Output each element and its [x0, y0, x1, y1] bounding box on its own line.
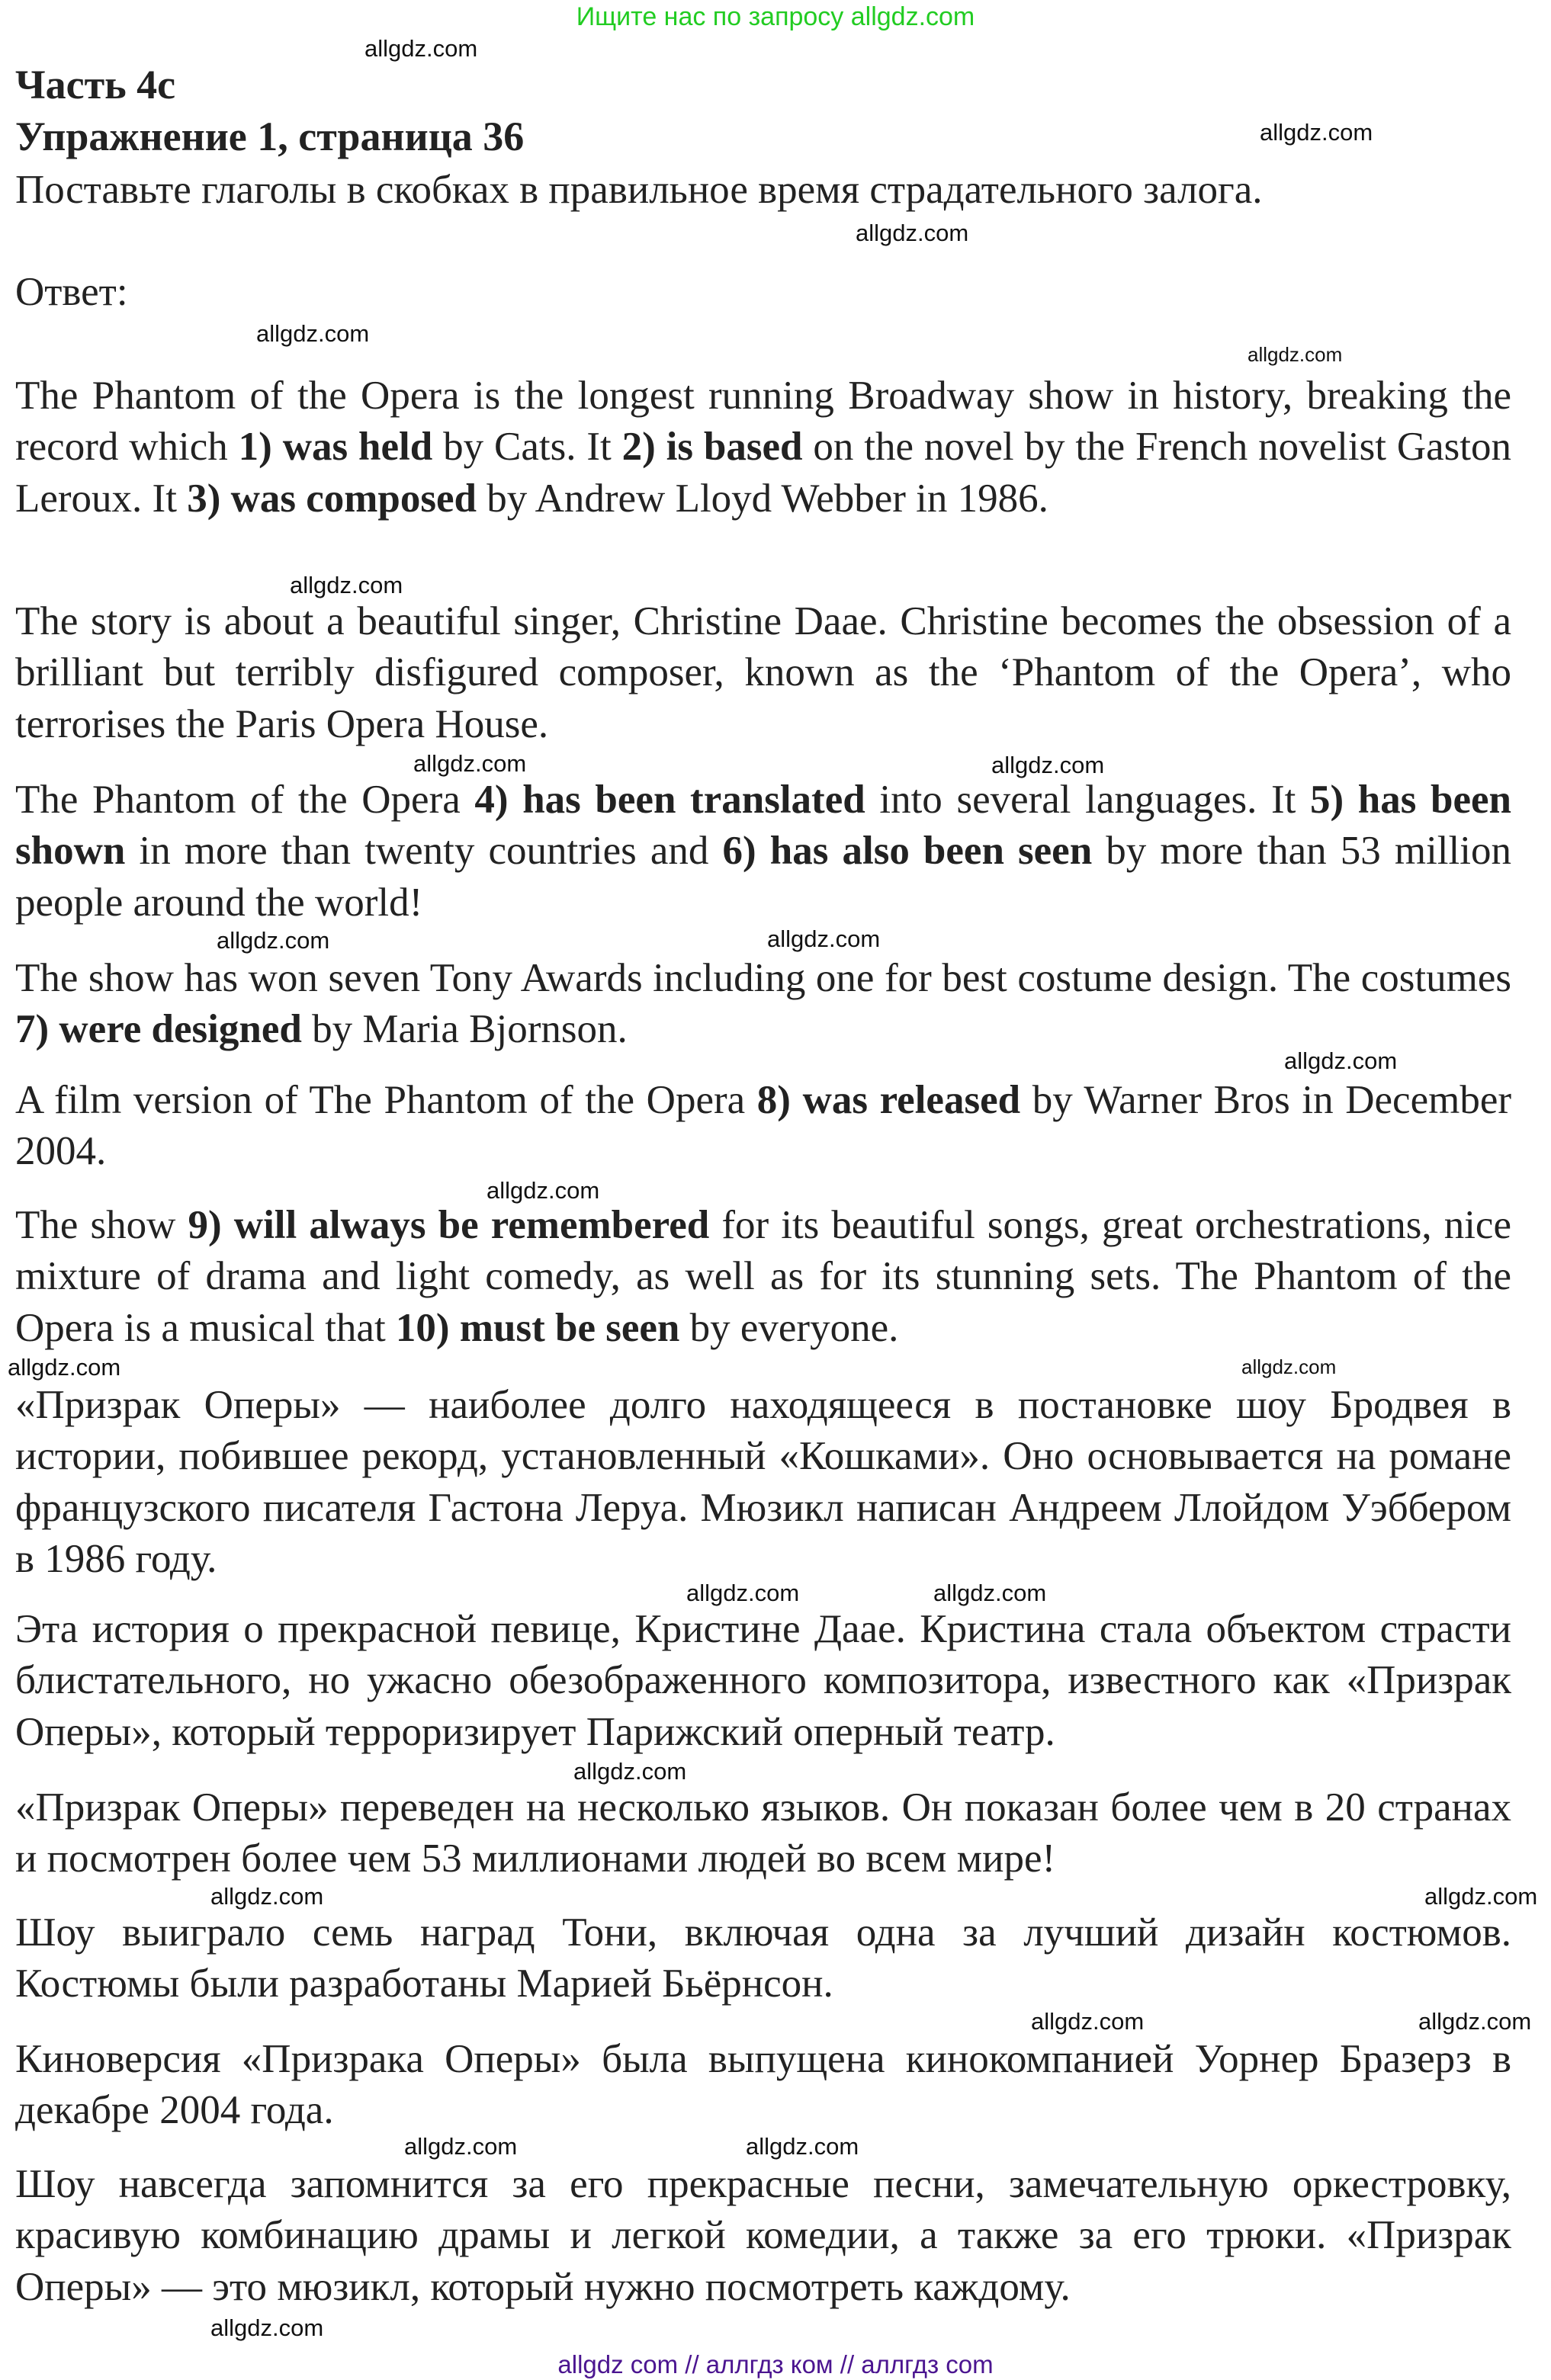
watermark: allgdz.com [856, 220, 969, 246]
english-paragraph [15, 596, 1511, 750]
watermark: allgdz.com [1031, 2008, 1145, 2035]
answer-verb: 10) must be seen [395, 1305, 680, 1350]
text-segment: on the novel by the French novelist Gaston Leroux. It [15, 425, 1511, 521]
answer-verb: 2) is based [621, 425, 803, 470]
watermark: allgdz.com [210, 2314, 324, 2341]
text-segment: by Andrew Lloyd Webber in 1986. [477, 476, 1048, 521]
search-banner-link[interactable]: Ищите нас по запросу allgdz.com [576, 2, 975, 31]
text-segment: The show has won seven Tony Awards including one for best costume design. The costumes [15, 956, 1511, 1000]
russian-paragraph: Шоу выиграло семь наград Тони, включая одна за лучший дизайн костюмов. Костюмы были разработаны Марией Бьёрнсон. [15, 1910, 1511, 2006]
text-segment: by more than 53 million people around the world! [15, 829, 1511, 925]
russian-paragraph: Киноверсия «Призрака Оперы» была выпущена кинокомпанией Уорнер Бразерз в декабре 2004 года. [15, 2037, 1511, 2133]
watermark: allgdz.com [256, 320, 370, 347]
text-segment: by Maria Bjornson. [301, 1007, 628, 1052]
watermark: allgdz.com [413, 750, 527, 777]
text-segment: into several languages. It [865, 778, 1310, 822]
english-paragraph [15, 775, 1511, 929]
english-paragraph [15, 953, 1511, 1056]
answer-label: Ответ: [15, 270, 128, 314]
answer-verb: 8) was released [756, 1078, 1021, 1122]
russian-paragraph: «Призрак Оперы» переведен на несколько языков. Он показан более чем в 20 странах и посмотрен более чем 53 миллионами людей во всем мире! [15, 1785, 1511, 1881]
answer-verb: 4) has been translated [474, 778, 865, 822]
watermark: allgdz.com [746, 2133, 859, 2160]
watermark: allgdz.com [767, 925, 881, 952]
watermark: allgdz.com [1248, 343, 1343, 366]
text-segment: The Phantom of the Opera [15, 778, 475, 822]
task-instruction: Поставьте глаголы в скобках в правильное время страдательного залога. [15, 168, 1263, 212]
text-segment: by everyone. [679, 1305, 899, 1350]
watermark: allgdz.com [364, 35, 478, 62]
watermark: allgdz.com [991, 752, 1105, 778]
watermark: allgdz.com [1241, 1355, 1337, 1378]
russian-paragraph: «Призрак Оперы» — наиболее долго находящееся в постановке шоу Бродвея в истории, побившее рекорд, установленный «Кошками». Оно основывается на романе французского писателя Гастона Леруа. Мюзикл написан Андреем Ллойдом Уэббером в 1986 году. [15, 1383, 1511, 1582]
watermark: allgdz.com [8, 1354, 121, 1381]
english-paragraph [15, 1200, 1511, 1354]
part-heading: Часть 4с [15, 62, 176, 107]
watermark: allgdz.com [290, 572, 403, 598]
footer-links[interactable]: allgdz com // аллгдз ком // аллгдз com [557, 2350, 994, 2378]
watermark: allgdz.com [1284, 1047, 1398, 1074]
russian-paragraph: Эта история о прекрасной певице, Кристине Даае. Кристина стала объектом страсти блистательного, но ужасно обезображенного композитора, известного как «Призрак Оперы», который терроризирует Парижский оперный театр. [15, 1607, 1511, 1754]
english-paragraph [15, 1075, 1511, 1178]
watermark: allgdz.com [210, 1883, 324, 1910]
watermark: allgdz.com [1260, 119, 1373, 146]
text-segment: The Phantom of the Opera is the longest running Broadway show in history, breaking the record which [15, 374, 1511, 470]
answer-verb: 1) was held [238, 425, 433, 470]
text-segment: by Warner Bros in December 2004. [15, 1078, 1511, 1174]
watermark: allgdz.com [217, 927, 330, 954]
answer-verb: 5) has been shown [15, 778, 1511, 874]
russian-paragraph: Шоу навсегда запомнится за его прекрасные песни, замечательную оркестровку, красивую комбинацию драмы и легкой комедии, а также за его трюки. «Призрак Оперы» — это мюзикл, который нужно посмотреть каждому. [15, 2162, 1511, 2309]
watermark: allgdz.com [686, 1580, 800, 1606]
english-paragraph [15, 370, 1511, 524]
text-segment: by Cats. It [432, 425, 622, 470]
text-segment: The show [15, 1203, 188, 1247]
answer-verb: 6) has also been seen [722, 829, 1093, 874]
answer-verb: 3) was composed [187, 476, 477, 521]
watermark: allgdz.com [933, 1580, 1047, 1606]
exercise-heading: Упражнение 1, страница 36 [15, 114, 525, 159]
text-segment: in more than twenty countries and [125, 829, 723, 874]
answer-verb: 9) will always be remembered [188, 1203, 710, 1247]
text-segment: for its beautiful songs, great orchestrations, nice mixture of drama and light comedy, as well as for its stunning sets. The Phantom of the Opera is a musical that [15, 1203, 1511, 1350]
watermark: allgdz.com [486, 1177, 600, 1204]
watermark: allgdz.com [1418, 2008, 1532, 2035]
watermark: allgdz.com [404, 2133, 518, 2160]
watermark: allgdz.com [1424, 1883, 1538, 1910]
answer-verb: 7) were designed [15, 1007, 302, 1052]
text-segment: A film version of The Phantom of the Opera [15, 1078, 757, 1122]
text-segment: The story is about a beautiful singer, Christine Daae. Christine becomes the obsession of a brilliant but terribly disfigured composer, known as the ‘Phantom of the Opera’, who terrorises the Paris Opera House. [15, 599, 1511, 746]
watermark: allgdz.com [573, 1758, 687, 1785]
